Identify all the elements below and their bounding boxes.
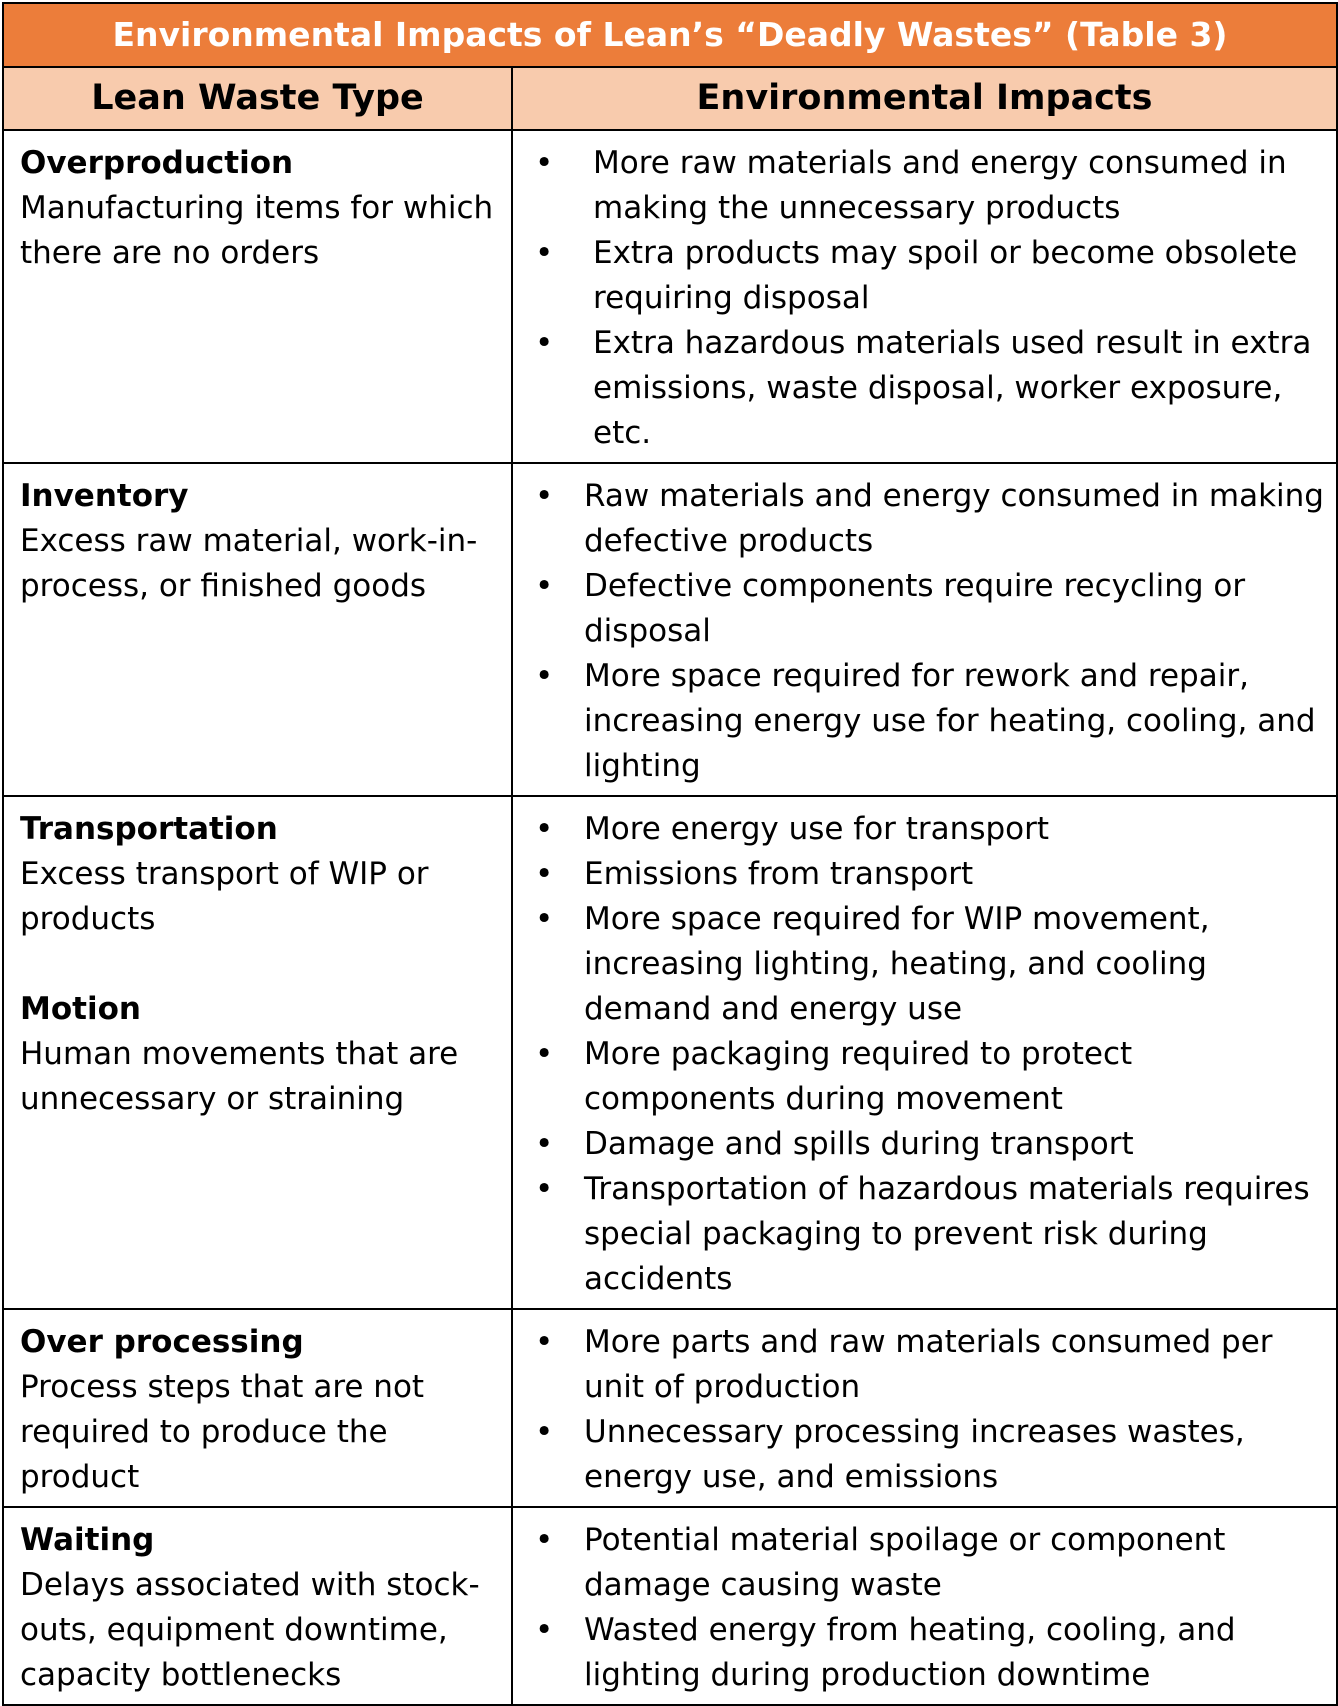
waste-type-cell — [3, 1507, 512, 1705]
waste-type-description: Excess raw material, work-in-process, or finished goods — [20, 523, 478, 604]
impact-text: Extra hazardous materials used result in extra emissions, waste disposal, worker exposure, etc. — [593, 325, 1312, 451]
impact-text: More space required for rework and repair, increasing energy use for heating, cooling, and lighting — [584, 658, 1316, 784]
header-row — [3, 67, 1337, 130]
list-item — [525, 654, 1330, 789]
bullet-icon: • — [535, 1126, 554, 1162]
list-item — [525, 474, 1330, 564]
list-item — [525, 1032, 1330, 1122]
bullet-icon: • — [535, 478, 554, 514]
bullet-icon: • — [535, 856, 554, 892]
table-row — [3, 796, 1337, 1309]
waste-type-description: Process steps that are not required to produce the product — [20, 1369, 425, 1495]
waste-type-name: Overproduction — [20, 145, 294, 181]
waste-type-name: Motion — [20, 991, 141, 1027]
impacts-cell — [512, 463, 1337, 796]
impact-text: Wasted energy from heating, cooling, and lighting during production downtime — [584, 1612, 1236, 1693]
waste-type-name: Over processing — [20, 1324, 304, 1360]
impacts-cell — [512, 1507, 1337, 1705]
bullet-icon: • — [535, 235, 554, 271]
waste-type-cell — [3, 463, 512, 796]
list-item — [525, 1167, 1330, 1302]
waste-type-name: Transportation — [20, 811, 278, 847]
impact-text: More energy use for transport — [584, 811, 1050, 847]
waste-type-cell — [3, 1309, 512, 1507]
list-item — [525, 141, 1330, 231]
impacts-list — [525, 474, 1330, 789]
impact-text: Raw materials and energy consumed in making defective products — [584, 478, 1324, 559]
impacts-list — [525, 141, 1330, 456]
impacts-list — [525, 807, 1330, 1302]
impact-text: Potential material spoilage or component damage causing waste — [584, 1522, 1226, 1603]
bullet-icon: • — [535, 901, 554, 937]
table-row — [3, 1507, 1337, 1705]
list-item — [525, 1410, 1330, 1500]
impacts-cell — [512, 1309, 1337, 1507]
bullet-icon: • — [535, 1036, 554, 1072]
waste-type-description: Excess transport of WIP or products — [20, 856, 429, 937]
impact-text: Extra products may spoil or become obsolete requiring disposal — [593, 235, 1298, 316]
bullet-icon: • — [535, 1414, 554, 1450]
impact-text: More parts and raw materials consumed per unit of production — [584, 1324, 1273, 1405]
bullet-icon: • — [535, 145, 554, 181]
waste-type-description: Delays associated with stock-outs, equipment downtime, capacity bottlenecks — [20, 1567, 480, 1693]
impacts-list — [525, 1320, 1330, 1500]
bullet-icon: • — [535, 811, 554, 847]
waste-type-description: Manufacturing items for which there are no orders — [20, 190, 494, 271]
spacer — [20, 942, 499, 987]
table-row — [3, 1309, 1337, 1507]
waste-type-description: Human movements that are unnecessary or straining — [20, 1036, 459, 1117]
table-row — [3, 463, 1337, 796]
waste-impacts-table — [2, 2, 1338, 1706]
impacts-cell — [512, 796, 1337, 1309]
impact-text: More space required for WIP movement, increasing lighting, heating, and cooling demand and energy use — [584, 901, 1210, 1027]
impact-text: Emissions from transport — [584, 856, 974, 892]
list-item — [525, 1122, 1330, 1167]
column-header-waste-type: Lean Waste Type — [3, 67, 512, 130]
list-item — [525, 321, 1330, 456]
impact-text: Damage and spills during transport — [584, 1126, 1134, 1162]
impacts-list — [525, 1518, 1330, 1698]
impact-text: More raw materials and energy consumed in making the unnecessary products — [593, 145, 1287, 226]
waste-type-name: Inventory — [20, 478, 189, 514]
list-item — [525, 1320, 1330, 1410]
list-item — [525, 564, 1330, 654]
list-item — [525, 1608, 1330, 1698]
waste-type-cell — [3, 130, 512, 463]
impact-text: Transportation of hazardous materials requires special packaging to prevent risk during accidents — [584, 1171, 1310, 1297]
title-row — [3, 3, 1337, 67]
impact-text: Defective components require recycling or disposal — [584, 568, 1246, 649]
impacts-cell — [512, 130, 1337, 463]
list-item — [525, 852, 1330, 897]
waste-impacts-table-container — [2, 2, 1336, 1706]
waste-type-name: Waiting — [20, 1522, 155, 1558]
list-item — [525, 807, 1330, 852]
list-item — [525, 231, 1330, 321]
column-header-impacts: Environmental Impacts — [512, 67, 1337, 130]
list-item — [525, 1518, 1330, 1608]
table-title: Environmental Impacts of Lean’s “Deadly Wastes” (Table 3) — [3, 3, 1337, 67]
bullet-icon: • — [535, 1522, 554, 1558]
bullet-icon: • — [535, 1612, 554, 1648]
table-row — [3, 130, 1337, 463]
waste-type-cell — [3, 796, 512, 1309]
bullet-icon: • — [535, 325, 554, 361]
bullet-icon: • — [535, 568, 554, 604]
impact-text: More packaging required to protect components during movement — [584, 1036, 1133, 1117]
bullet-icon: • — [535, 1171, 554, 1207]
bullet-icon: • — [535, 658, 554, 694]
impact-text: Unnecessary processing increases wastes, energy use, and emissions — [584, 1414, 1245, 1495]
list-item — [525, 897, 1330, 1032]
bullet-icon: • — [535, 1324, 554, 1360]
